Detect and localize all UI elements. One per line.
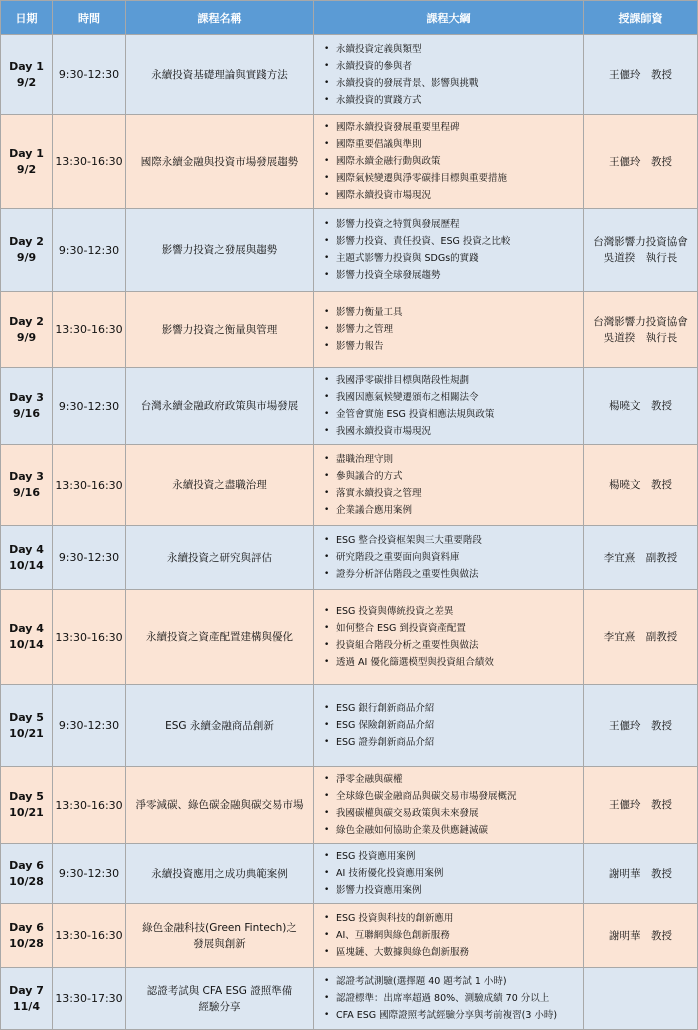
outline-list [320, 451, 579, 519]
table-row [1, 292, 698, 368]
outline-list [320, 372, 579, 440]
date-cell [1, 526, 53, 590]
teacher-line: 李宜熹 副教授 [603, 551, 678, 564]
teacher-cell [584, 292, 698, 368]
outline-item: • 影響力投資全球發展趨勢 [336, 267, 579, 284]
course-name-cell [126, 115, 314, 209]
day-date: 10/28 [9, 874, 44, 888]
date-cell [1, 445, 53, 526]
header-course: 課程名稱 [126, 1, 314, 35]
teacher-line: 王儷玲 教授 [609, 155, 672, 168]
outline-item: • 影響力投資應用案例 [336, 882, 579, 899]
course-name-line: 影響力投資之發展與趨勢 [161, 244, 278, 256]
header-time: 時間 [53, 1, 126, 35]
header-teacher: 授課師資 [584, 1, 698, 35]
table-row [1, 904, 698, 968]
outline-cell [314, 526, 584, 590]
day-date: 10/14 [9, 558, 44, 572]
day-label: Day 2 [9, 235, 44, 248]
date-cell [1, 968, 53, 1030]
date-cell [1, 685, 53, 767]
outline-item: • ESG 投資與傳統投資之差異 [336, 603, 579, 620]
day-label: Day 6 [9, 858, 44, 872]
time-cell: 13:30-16:30 [53, 292, 126, 368]
outline-cell [314, 115, 584, 209]
teacher-cell [584, 526, 698, 590]
outline-item: • 區塊鏈、大數據與綠色創新服務 [336, 944, 579, 961]
teacher-line: 台灣影響力投資協會 [593, 236, 688, 248]
outline-cell [314, 292, 584, 368]
course-name-cell [126, 526, 314, 590]
outline-item: • ESG 整合投資框架與三大重要階段 [336, 532, 579, 549]
day-date: 10/28 [9, 936, 44, 950]
day-label: Day 5 [9, 710, 44, 724]
header-date: 日期 [1, 1, 53, 35]
teacher-line: 謝明華 教授 [609, 867, 672, 880]
course-name-line: 永續投資之資產配置建構與優化 [146, 631, 293, 643]
course-name-line: ESG 永續金融商品創新 [165, 719, 274, 732]
outline-item: • 淨零金融與碳權 [336, 771, 579, 788]
course-name-line: 永續投資之盡職治理 [172, 479, 267, 491]
outline-item: • 綠色金融如何協助企業及供應鏈減碳 [336, 822, 579, 839]
course-name-cell [126, 844, 314, 904]
teacher-cell [584, 904, 698, 968]
table-row [1, 445, 698, 526]
day-label: Day 5 [9, 790, 44, 803]
time-cell: 13:30-16:30 [53, 115, 126, 209]
outline-cell [314, 685, 584, 767]
course-name-line: 認證考試與 CFA ESG 證照準備 [146, 984, 293, 997]
outline-item: • 永續投資的參與者 [336, 58, 579, 75]
outline-list [320, 216, 579, 284]
outline-item: • 影響力投資、責任投資、ESG 投資之比較 [336, 233, 579, 250]
teacher-cell [584, 685, 698, 767]
date-cell [1, 844, 53, 904]
time-cell: 9:30-12:30 [53, 209, 126, 292]
teacher-line: 楊曉文 教授 [609, 479, 672, 491]
outline-item: • 透過 AI 優化篩選模型與投資組合績效 [336, 654, 579, 671]
day-label: Day 3 [9, 391, 44, 404]
teacher-cell [584, 968, 698, 1030]
day-date: 10/21 [9, 726, 44, 740]
outline-list [320, 119, 579, 204]
outline-item: • ESG 投資與科技的創新應用 [336, 910, 579, 927]
outline-item: • AI、互聯網與綠色創新服務 [336, 927, 579, 944]
day-date: 9/9 [16, 251, 37, 264]
teacher-cell [584, 209, 698, 292]
course-name-line: 永續投資之研究與評估 [167, 551, 272, 564]
outline-list [320, 603, 579, 671]
schedule-body [1, 35, 698, 1030]
course-name-cell [126, 685, 314, 767]
teacher-line: 楊曉文 教授 [609, 400, 672, 412]
teacher-cell [584, 767, 698, 844]
outline-list [320, 532, 579, 583]
time-cell: 13:30-17:30 [53, 968, 126, 1030]
outline-list [320, 304, 579, 355]
header-outline: 課程大綱 [314, 1, 584, 35]
outline-item: • 我國永續投資市場現況 [336, 423, 579, 440]
outline-list [320, 41, 579, 109]
date-cell [1, 209, 53, 292]
day-date: 9/16 [13, 486, 40, 499]
date-cell [1, 904, 53, 968]
outline-item: • ESG 投資應用案例 [336, 848, 579, 865]
day-date: 10/14 [9, 638, 44, 651]
table-row [1, 590, 698, 685]
teacher-cell [584, 35, 698, 115]
table-row [1, 526, 698, 590]
outline-cell [314, 590, 584, 685]
outline-item: • 我國淨零碳排目標與階段性規劃 [336, 372, 579, 389]
day-date: 9/9 [16, 330, 37, 344]
outline-item: • 認證標準：出席率超過 80%、測驗成績 70 分以上 [336, 990, 579, 1007]
day-label: Day 1 [9, 59, 44, 73]
outline-item: • 影響力投資之特質與發展歷程 [336, 216, 579, 233]
course-name-cell [126, 445, 314, 526]
teacher-line: 台灣影響力投資協會 [593, 315, 688, 328]
time-cell: 13:30-16:30 [53, 445, 126, 526]
outline-item: • AI 技術優化投資應用案例 [336, 865, 579, 882]
outline-item: • 全球綠色碳金融商品與碳交易市場發展概況 [336, 788, 579, 805]
course-name-line: 經驗分享 [198, 1000, 241, 1013]
outline-list [320, 771, 579, 839]
outline-list [320, 973, 579, 1024]
day-date: 9/2 [16, 75, 37, 89]
date-cell [1, 590, 53, 685]
outline-item: • 落實永續投資之管理 [336, 485, 579, 502]
date-cell [1, 115, 53, 209]
teacher-cell [584, 368, 698, 445]
course-name-line: 永續投資基礎理論與實踐方法 [151, 68, 288, 81]
time-cell: 9:30-12:30 [53, 526, 126, 590]
table-row [1, 368, 698, 445]
course-name-line: 國際永續金融與投資市場發展趨勢 [140, 155, 299, 168]
teacher-cell [584, 590, 698, 685]
outline-item: • 我國碳權與碳交易政策與未來發展 [336, 805, 579, 822]
day-label: Day 4 [9, 542, 44, 556]
course-name-cell [126, 904, 314, 968]
outline-item: • 影響力衡量工具 [336, 304, 579, 321]
outline-item: • 國際重要倡議與準則 [336, 136, 579, 153]
course-name-cell [126, 368, 314, 445]
outline-cell [314, 35, 584, 115]
course-name-cell [126, 292, 314, 368]
outline-item: • 認證考試測驗(選擇題 40 題考試 1 小時) [336, 973, 579, 990]
course-name-cell [126, 590, 314, 685]
date-cell [1, 35, 53, 115]
course-name-line: 發展與創新 [193, 937, 246, 950]
time-cell: 9:30-12:30 [53, 844, 126, 904]
time-cell: 9:30-12:30 [53, 35, 126, 115]
outline-cell [314, 368, 584, 445]
table-row [1, 685, 698, 767]
header-row [1, 1, 698, 35]
day-date: 9/2 [16, 162, 37, 176]
time-cell: 13:30-16:30 [53, 590, 126, 685]
outline-item: • 國際氣候變遷與淨零碳排目標與重要措施 [336, 170, 579, 187]
outline-cell [314, 445, 584, 526]
outline-item: • 影響力之管理 [336, 321, 579, 338]
time-cell: 13:30-16:30 [53, 904, 126, 968]
teacher-line: 吳道揆 執行長 [603, 331, 678, 344]
teacher-line: 李宜熹 副教授 [603, 631, 678, 643]
day-label: Day 2 [9, 314, 44, 328]
outline-item: • 國際永續投資市場現況 [336, 187, 579, 204]
date-cell [1, 292, 53, 368]
outline-item: • ESG 銀行創新商品介紹 [336, 700, 579, 717]
outline-item: • 企業議合應用案例 [336, 502, 579, 519]
course-name-line: 台灣永續金融政府政策與市場發展 [140, 400, 299, 412]
outline-item: • 金管會實施 ESG 投資相應法規與政策 [336, 406, 579, 423]
teacher-cell [584, 115, 698, 209]
time-cell: 9:30-12:30 [53, 685, 126, 767]
outline-cell [314, 767, 584, 844]
outline-item: • ESG 保險創新商品介紹 [336, 717, 579, 734]
teacher-cell [584, 844, 698, 904]
outline-cell [314, 209, 584, 292]
outline-list [320, 700, 579, 751]
outline-item: • 研究階段之重要面向與資料庫 [336, 549, 579, 566]
day-date: 9/16 [13, 407, 40, 420]
course-name-line: 綠色金融科技(Green Fintech)之 [142, 921, 297, 934]
outline-item: • 證券分析評估階段之重要性與做法 [336, 566, 579, 583]
day-label: Day 6 [9, 920, 44, 934]
day-date: 10/21 [9, 806, 44, 819]
teacher-line: 吳道揆 執行長 [603, 252, 678, 264]
outline-list [320, 910, 579, 961]
outline-item: • 如何整合 ESG 到投資資產配置 [336, 620, 579, 637]
outline-item: • 永續投資的實踐方式 [336, 92, 579, 109]
outline-item: • 國際永續投資發展重要里程碑 [336, 119, 579, 136]
day-label: Day 4 [9, 622, 44, 635]
course-name-cell [126, 968, 314, 1030]
course-name-cell [126, 35, 314, 115]
outline-item: • 影響力報告 [336, 338, 579, 355]
date-cell [1, 368, 53, 445]
outline-cell [314, 844, 584, 904]
table-row [1, 209, 698, 292]
outline-item: • ESG 證券創新商品介紹 [336, 734, 579, 751]
teacher-cell [584, 445, 698, 526]
teacher-line: 王儷玲 教授 [609, 719, 672, 732]
course-name-cell [126, 209, 314, 292]
table-row [1, 968, 698, 1030]
time-cell: 9:30-12:30 [53, 368, 126, 445]
outline-item: • 永續投資的發展背景、影響與挑戰 [336, 75, 579, 92]
outline-item: • 主題式影響力投資與 SDGs的實踐 [336, 250, 579, 267]
outline-item: • 永續投資定義與類型 [336, 41, 579, 58]
table-row [1, 35, 698, 115]
day-label: Day 3 [9, 470, 44, 483]
outline-item: • 參與議合的方式 [336, 468, 579, 485]
day-date: 11/4 [13, 999, 40, 1013]
table-row [1, 844, 698, 904]
teacher-line: 王儷玲 教授 [609, 68, 672, 81]
outline-cell [314, 968, 584, 1030]
outline-item: • 我國因應氣候變遷頒布之相關法令 [336, 389, 579, 406]
outline-item: • 國際永續金融行動與政策 [336, 153, 579, 170]
table-row [1, 767, 698, 844]
date-cell [1, 767, 53, 844]
outline-cell [314, 904, 584, 968]
outline-item: • CFA ESG 國際證照考試經驗分享與考前複習(3 小時) [336, 1007, 579, 1024]
outline-item: • 投資組合階段分析之重要性與做法 [336, 637, 579, 654]
course-name-line: 淨零減碳、綠色碳金融與碳交易市場 [135, 799, 304, 811]
course-name-cell [126, 767, 314, 844]
teacher-line: 謝明華 教授 [609, 929, 672, 942]
day-label: Day 1 [9, 146, 44, 160]
course-name-line: 永續投資應用之成功典範案例 [151, 867, 288, 880]
outline-list [320, 848, 579, 899]
day-label: Day 7 [9, 983, 44, 997]
table-row [1, 115, 698, 209]
course-name-line: 影響力投資之衡量與管理 [161, 323, 278, 336]
outline-item: • 盡職治理守則 [336, 451, 579, 468]
time-cell: 13:30-16:30 [53, 767, 126, 844]
teacher-line: 王儷玲 教授 [609, 799, 672, 811]
